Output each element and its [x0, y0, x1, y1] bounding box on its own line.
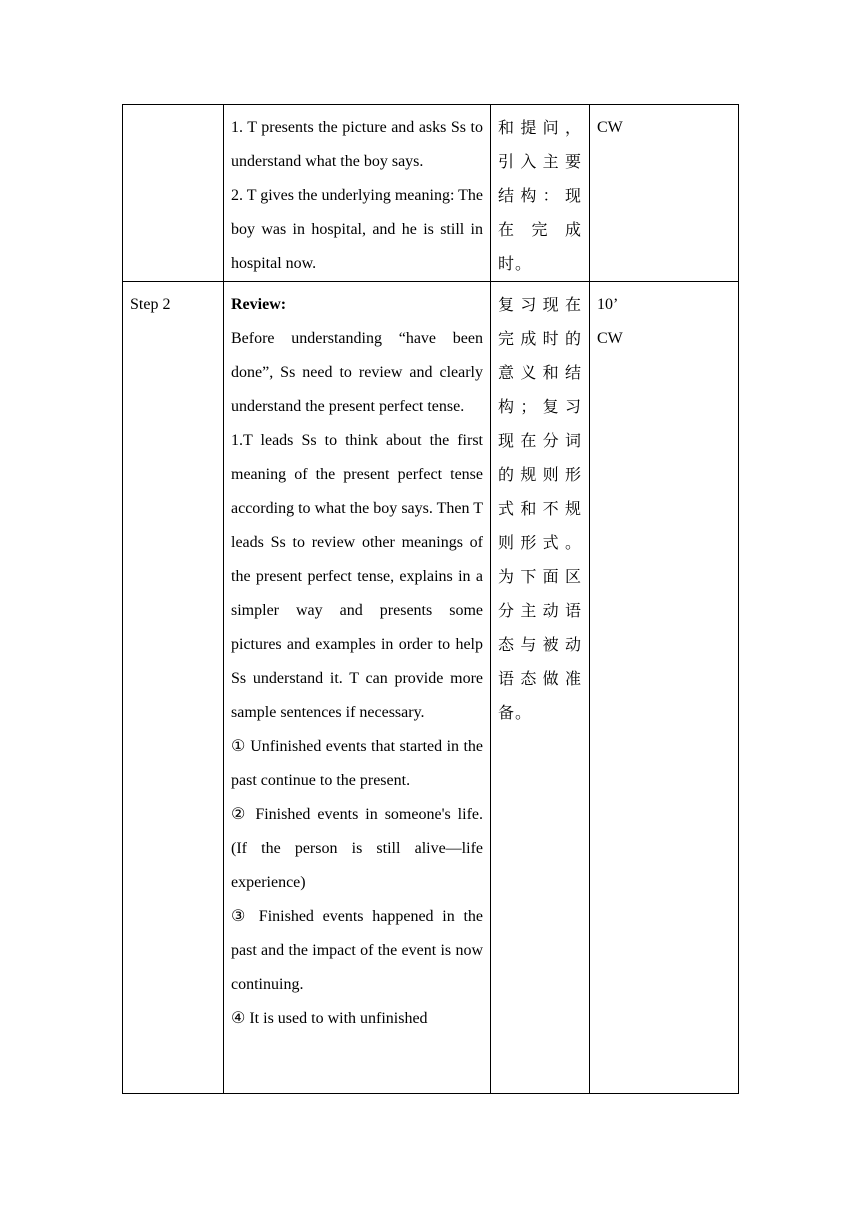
content-paragraph: ④ It is used to with unfinished	[231, 1010, 428, 1027]
table-row	[123, 282, 739, 1094]
content-paragraph: 2. T gives the underlying meaning: The boy was in hospital, and he is still in hospital now.	[231, 187, 483, 272]
content-paragraph: ② Finished events in someone's life. (If the person is still alive—life experience)	[231, 806, 483, 891]
mode-cell	[590, 282, 739, 1094]
purpose-cell: 和提问，引入主要结构：现在完成时。	[491, 105, 590, 282]
content-paragraph: 1.T leads Ss to think about the first meaning of the present perfect tense according to what the boy says. Then T leads Ss to review other meanings of the present perfect tense, explains in a simpler way and presents some pictures and examples in order to help Ss understand it. T can provide more sample sentences if necessary.	[231, 432, 483, 721]
content-paragraph: ③ Finished events happened in the past and the impact of the event is now continuing.	[231, 908, 483, 993]
content-paragraph: Before understanding “have been done”, Ss need to review and clearly understand the present perfect tense.	[231, 330, 483, 415]
time-text: 10’	[597, 296, 619, 313]
table-row	[123, 105, 739, 282]
step-cell	[123, 105, 224, 282]
content-cell	[224, 282, 491, 1094]
mode-text: CW	[597, 119, 623, 136]
section-heading: Review:	[231, 296, 287, 313]
step-cell: Step 2	[123, 282, 224, 1094]
content-paragraph: 1. T presents the picture and asks Ss to understand what the boy says.	[231, 119, 483, 170]
lesson-plan-table	[122, 104, 739, 1094]
content-cell	[224, 105, 491, 282]
purpose-cell: 复习现在完成时的意义和结构；复习现在分词的规则形式和不规则形式。为下面区分主动语态与被动语态做准备。	[491, 282, 590, 1094]
mode-text: CW	[597, 330, 623, 347]
content-paragraph: ① Unfinished events that started in the past continue to the present.	[231, 738, 483, 789]
mode-cell	[590, 105, 739, 282]
